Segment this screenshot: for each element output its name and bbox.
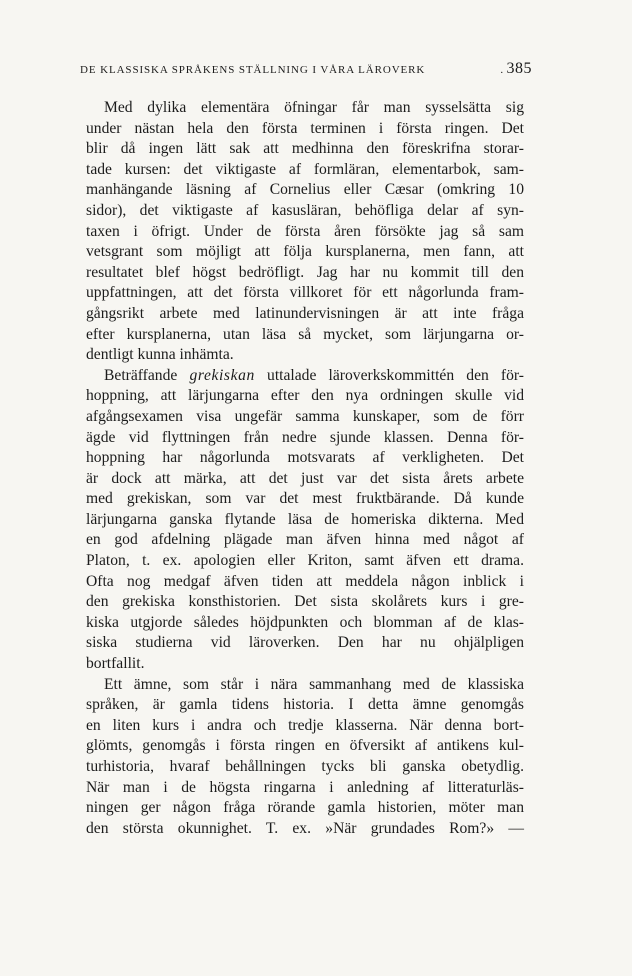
text-line: Ofta nog medgaf äfven tiden att meddela någon inblick i (86, 572, 524, 590)
text-line: uppfattningen, att det första villkoret för ett någorlunda fram- (86, 284, 524, 302)
text-line: Med dylika elementära öfningar får man sysselsätta sig (104, 99, 524, 116)
text-line: hoppning har någorlunda motsvarats af verkligheten. Det (86, 449, 524, 467)
text-line: siska studierna vid läroverken. Den har nu ohjälpligen (86, 634, 524, 652)
text-line: språken, är gamla tidens historia. I detta ämne genomgås (86, 696, 524, 714)
text-line: gångsrikt arbete med latinundervisningen är att inte fråga (86, 304, 524, 322)
text-line: manhängande läsning af Cornelius eller Cæsar (omkring 10 (86, 181, 524, 199)
text-line: en god afdelning plägade man äfven hinna med något af (86, 531, 524, 549)
text-segment: uttalade läroverkskommittén den för- (254, 366, 524, 384)
text-line: vetsgrant som möjligt att följa kursplanerna, men fann, att (86, 243, 524, 261)
text-line: blir då ingen lätt sak att medhinna den föreskrifna storar- (86, 140, 524, 158)
text-line: är dock att märka, att det just var det sista årets arbete (86, 469, 524, 487)
text-segment: Beträffande (104, 366, 190, 384)
text-line: Platon, t. ex. apologien eller Kriton, samt äfven ett drama. (86, 552, 524, 570)
text-line: hoppning, att lärjungarna efter den nya ordningen skulle vid (86, 387, 524, 405)
text-line: en liten kurs i andra och tredje klasserna. När denna bort- (86, 716, 524, 734)
text-line: ningen ger någon fråga rörande gamla historien, möter man (86, 799, 524, 817)
text-line: afgångsexamen visa ungefär samma kunskaper, som de förr (86, 407, 524, 425)
text-line: taxen i öfrigt. Under de första åren försökte jag så sam (86, 222, 524, 240)
text-line: turhistoria, hvaraf behållningen tycks bli ganska obetydlig. (86, 758, 524, 775)
text-line: den största okunnighet. T. ex. »När grundades Rom?» — (86, 819, 524, 837)
text-line: under nästan hela den första terminen i första ringen. Det (86, 119, 524, 137)
emphasized-word: grekiskan (189, 366, 255, 384)
text-line: ägde vid flyttningen från nedre sjunde klassen. Denna för- (86, 428, 524, 446)
page-number: 385 (506, 60, 532, 77)
text-line: lärjungarna ganska flytande läsa de homeriska dikterna. Med (86, 510, 524, 528)
text-line: resultatet blef högst bedröfligt. Jag har nu kommit till den (86, 263, 524, 281)
text-line: dentligt kunna inhämta. (86, 346, 234, 364)
text-line: bortfallit. (86, 655, 145, 673)
text-line: tade kursen: det viktigaste af formläran, elementarbok, sam- (86, 160, 524, 178)
text-line: Ett ämne, som står i nära sammanhang med de klassiska (104, 675, 524, 693)
text-line: den grekiska konsthistorien. Det sista skolårets kurs i gre- (86, 593, 524, 611)
text-line: med grekiskan, som var det mest fruktbärande. Då kunde (86, 490, 524, 508)
header-separator: . (500, 64, 504, 76)
text-line: När man i de högsta ringarna i anledning af litteraturläs- (86, 778, 524, 796)
body-text (86, 98, 524, 839)
running-title: DE KLASSISKA SPRÅKENS STÄLLNING I VÅRA LÄROVERK (80, 64, 426, 76)
text-line: glömts, genomgås i första ringen en öfversikt af antikens kul- (86, 737, 524, 755)
text-line: efter kursplanerna, utan läsa så mycket, som lärjungarna or- (86, 325, 524, 343)
text-line: sidor), det viktigaste af kasusläran, behöfliga delar af syn- (86, 201, 524, 219)
text-line: kiska utgjorde således höjdpunkten och blomman af de klas- (86, 613, 524, 631)
text-line (86, 366, 524, 387)
running-header (80, 60, 532, 77)
